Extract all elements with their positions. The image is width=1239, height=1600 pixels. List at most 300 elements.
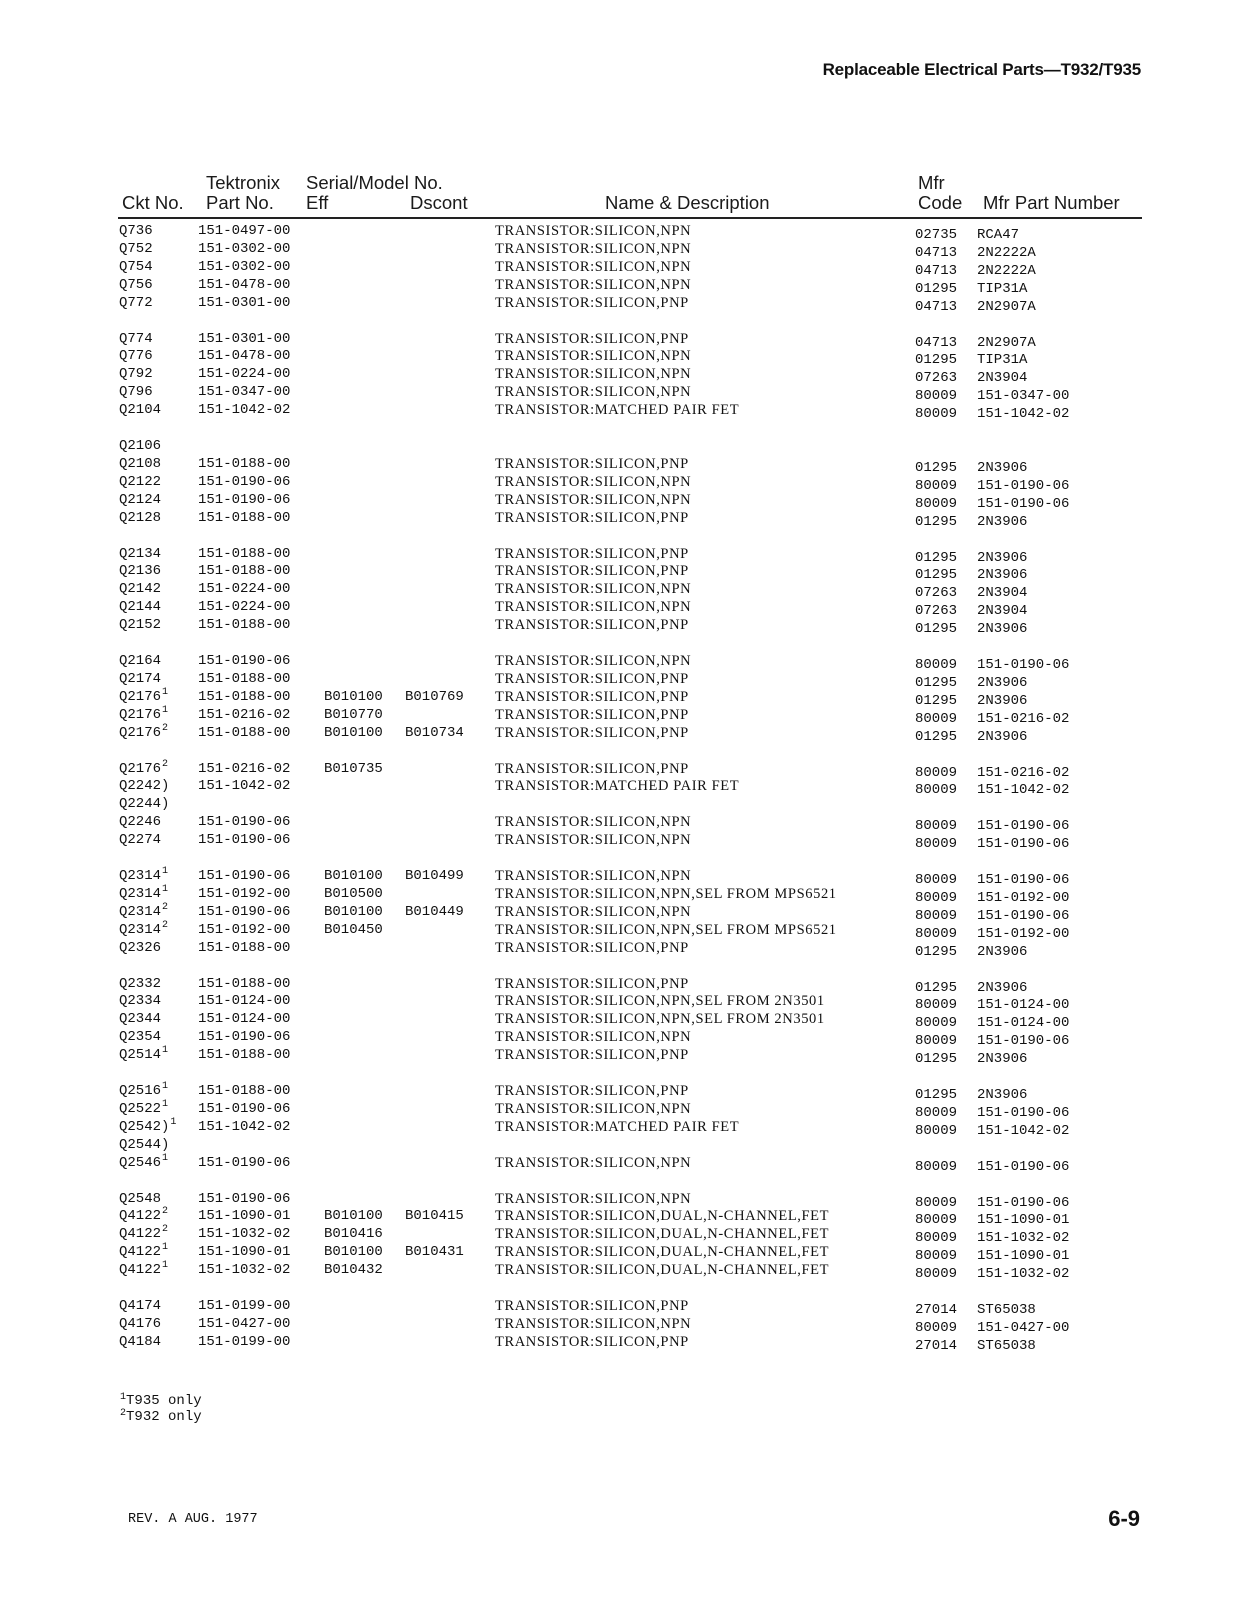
description-cell-text: TRANSISTOR:SILICON,PNP xyxy=(495,688,689,705)
ckt-no-cell-text: Q2124 xyxy=(119,491,162,508)
part-no-cell xyxy=(198,383,290,401)
description-cell xyxy=(495,598,691,616)
footnote-ref: 2 xyxy=(162,919,169,931)
table-row xyxy=(0,222,1239,243)
ckt-no-cell-text: Q2548 xyxy=(119,1190,162,1207)
ckt-no-cell xyxy=(119,1154,168,1172)
mfr-code-cell-text: 80009 xyxy=(915,818,958,835)
part-no-cell-text: 151-0124-00 xyxy=(198,993,291,1010)
part-no-cell-text: 151-0224-00 xyxy=(198,581,291,598)
mfr-code-cell-text: 80009 xyxy=(915,1248,958,1265)
part-no-cell-text: 151-0301-00 xyxy=(198,330,291,347)
description-cell-text: TRANSISTOR:MATCHED PAIR FET xyxy=(495,402,740,419)
description-cell xyxy=(495,1154,691,1172)
description-cell xyxy=(495,1243,829,1261)
mfr-part-number-cell-text: 151-1090-01 xyxy=(977,1212,1070,1229)
mfr-part-number-cell-text: 151-1032-02 xyxy=(977,1230,1070,1247)
mfr-code-cell-text: 01295 xyxy=(915,943,958,960)
mfr-part-number-cell-text: 2N3906 xyxy=(977,692,1028,709)
dscont-cell-text: B010499 xyxy=(405,868,464,884)
part-no-cell-text: 151-1042-02 xyxy=(198,778,291,795)
mfr-part-number-cell xyxy=(977,1158,1069,1176)
header-dscont: Dscont xyxy=(410,192,468,213)
eff-cell-text: B010100 xyxy=(324,868,383,884)
part-no-cell xyxy=(198,688,290,706)
part-no-cell-text: 151-0224-00 xyxy=(198,366,291,383)
ckt-no-cell xyxy=(119,258,153,276)
description-cell xyxy=(495,1118,739,1136)
table-row xyxy=(0,919,1239,942)
description-cell xyxy=(495,580,691,598)
mfr-part-number-cell-text: 151-0192-00 xyxy=(977,889,1070,906)
mfr-part-number-cell-text: 2N3906 xyxy=(977,674,1028,691)
part-no-cell xyxy=(198,365,290,383)
ckt-no-cell xyxy=(119,670,161,688)
description-cell-text: TRANSISTOR:SILICON,PNP xyxy=(495,670,689,687)
mfr-code-cell xyxy=(915,1050,957,1068)
footnote-ref: 1 xyxy=(162,1152,169,1164)
mfr-part-number-cell-text: 151-0190-06 xyxy=(977,872,1070,888)
footnote-text: T932 only xyxy=(126,1409,202,1425)
mfr-code-cell-text: 80009 xyxy=(915,1230,958,1247)
ckt-no-cell-text: Q2176 xyxy=(119,688,162,705)
ckt-no-cell xyxy=(119,1315,161,1333)
mfr-part-number-cell-text: 151-0427-00 xyxy=(977,1319,1070,1336)
table-row xyxy=(0,777,1239,799)
description-cell xyxy=(495,1190,691,1208)
mfr-part-number-cell xyxy=(977,728,1027,746)
mfr-code-cell-text: 01295 xyxy=(915,459,958,476)
part-no-cell-text: 151-0188-00 xyxy=(198,563,291,580)
running-head: Replaceable Electrical Parts—T932/T935 xyxy=(822,60,1141,79)
mfr-part-number-cell-text: 151-1032-02 xyxy=(977,1266,1070,1283)
table-row xyxy=(0,1224,1239,1247)
dscont-cell xyxy=(405,724,464,742)
mfr-part-number-cell-text: 151-0190-06 xyxy=(977,1033,1070,1050)
mfr-part-number-cell-text: 2N2222A xyxy=(977,262,1036,279)
ckt-no-cell xyxy=(119,1046,168,1064)
header-eff: Eff xyxy=(306,192,329,213)
part-no-cell xyxy=(198,724,290,742)
eff-cell-text: B010100 xyxy=(324,688,383,705)
mfr-code-cell-text: 01295 xyxy=(915,728,958,745)
ckt-no-cell-text: Q2344 xyxy=(119,1011,162,1028)
table-row xyxy=(0,365,1239,387)
mfr-part-number-cell-text: 151-1090-01 xyxy=(977,1248,1070,1265)
mfr-part-number-cell xyxy=(977,405,1069,423)
table-row xyxy=(0,1028,1239,1050)
mfr-code-cell xyxy=(915,620,957,638)
description-cell-text: TRANSISTOR:SILICON,NPN xyxy=(495,832,692,849)
part-no-cell xyxy=(198,1297,290,1315)
ckt-no-cell xyxy=(119,473,161,491)
description-cell xyxy=(495,777,739,795)
ckt-no-cell-text: Q2314 xyxy=(119,868,162,884)
part-no-cell-text: 151-0190-06 xyxy=(198,868,291,884)
table-row xyxy=(0,686,1239,709)
ckt-no-cell-text: Q2176 xyxy=(119,724,162,741)
description-cell-text: TRANSISTOR:SILICON,PNP xyxy=(495,455,689,472)
part-no-cell xyxy=(198,222,290,240)
ckt-no-cell-text: Q796 xyxy=(119,384,153,401)
description-cell xyxy=(495,1046,689,1064)
table-row xyxy=(0,616,1239,638)
mfr-part-number-cell-text: ST65038 xyxy=(977,1337,1036,1354)
mfr-part-number-cell-text: 2N3904 xyxy=(977,603,1028,620)
ckt-no-cell xyxy=(119,401,161,419)
description-cell xyxy=(495,670,689,688)
part-no-cell-text: 151-0188-00 xyxy=(198,1047,291,1064)
table-row xyxy=(0,294,1239,315)
ckt-no-cell xyxy=(119,1225,168,1243)
description-cell-text: TRANSISTOR:SILICON,PNP xyxy=(495,706,689,723)
mfr-part-number-cell-text: 151-0216-02 xyxy=(977,710,1070,727)
ckt-no-cell-text: Q736 xyxy=(119,223,153,239)
mfr-code-cell-text: 80009 xyxy=(915,1122,958,1139)
mfr-part-number-cell xyxy=(977,943,1027,961)
ckt-no-cell xyxy=(119,240,153,258)
mfr-code-cell xyxy=(915,1265,957,1283)
ckt-no-cell-text: Q2174 xyxy=(119,670,162,687)
ckt-no-cell-text: Q2514 xyxy=(119,1047,162,1064)
ckt-no-cell xyxy=(119,1207,168,1225)
part-no-cell-text: 151-0190-06 xyxy=(198,814,291,831)
table-row xyxy=(0,1152,1239,1175)
mfr-part-number-cell-text: 2N3906 xyxy=(977,549,1028,566)
part-no-cell-text: 151-0188-00 xyxy=(198,975,291,992)
mfr-code-cell-text: 80009 xyxy=(915,710,958,727)
mfr-part-number-cell-text: 2N2222A xyxy=(977,244,1036,261)
description-cell-text: TRANSISTOR:SILICON,PNP xyxy=(495,617,689,634)
ckt-no-cell-text: Q774 xyxy=(119,330,153,347)
part-no-cell xyxy=(198,240,290,258)
footnote-ref: 1 xyxy=(162,686,169,698)
mfr-part-number-cell xyxy=(977,298,1036,316)
ckt-no-cell xyxy=(119,598,161,616)
ckt-no-cell-text: Q2176 xyxy=(119,706,162,723)
mfr-code-cell-text: 80009 xyxy=(915,1194,958,1211)
header-rule xyxy=(118,217,1142,219)
mfr-part-number-cell-text: ST65038 xyxy=(977,1302,1036,1318)
description-cell-text: TRANSISTOR:SILICON,NPN xyxy=(495,868,692,884)
footnote-ref: 2 xyxy=(162,722,169,734)
description-cell-text: TRANSISTOR:MATCHED PAIR FET xyxy=(495,778,740,795)
mfr-part-number-cell-text: 2N3906 xyxy=(977,943,1028,960)
mfr-part-number-cell-text: 151-0190-06 xyxy=(977,1194,1070,1211)
mfr-part-number-cell-text: 2N3906 xyxy=(977,979,1028,996)
table-row xyxy=(0,383,1239,405)
eff-cell-text: B010100 xyxy=(324,903,383,920)
mfr-code-cell-text: 01295 xyxy=(915,280,958,297)
table-row xyxy=(0,1297,1239,1318)
table-row xyxy=(0,491,1239,512)
description-cell-text: TRANSISTOR:SILICON,NPN xyxy=(495,240,692,257)
part-no-cell-text: 151-0188-00 xyxy=(198,688,291,705)
dscont-cell xyxy=(405,867,464,885)
part-no-cell-text: 151-0192-00 xyxy=(198,921,291,938)
ckt-no-cell-text: Q2314 xyxy=(119,903,162,920)
mfr-part-number-cell-text: 2N2907A xyxy=(977,334,1036,351)
mfr-part-number-cell xyxy=(977,1050,1027,1068)
mfr-part-number-cell-text: 2N3906 xyxy=(977,459,1028,476)
ckt-no-cell xyxy=(119,688,168,706)
part-no-cell xyxy=(198,975,290,993)
description-cell-text: TRANSISTOR:SILICON,NPN,SEL FROM 2N3501 xyxy=(495,993,825,1010)
part-no-cell xyxy=(198,1154,290,1172)
ckt-no-cell xyxy=(119,992,161,1010)
ckt-no-cell-text: Q2128 xyxy=(119,509,162,526)
ckt-no-cell xyxy=(119,652,161,670)
part-no-cell-text: 151-0188-00 xyxy=(198,1083,291,1099)
description-cell xyxy=(495,1028,691,1046)
ckt-no-cell-text: Q2242) xyxy=(119,778,170,795)
mfr-part-number-cell-text: 2N3906 xyxy=(977,1087,1028,1103)
description-cell-text: TRANSISTOR:SILICON,PNP xyxy=(495,294,689,311)
mfr-part-number-cell-text: 151-0190-06 xyxy=(977,477,1070,494)
dscont-cell xyxy=(405,1243,464,1261)
description-cell xyxy=(495,455,689,473)
part-no-cell xyxy=(198,706,290,724)
ckt-no-cell-text: Q2106 xyxy=(119,438,162,454)
eff-cell xyxy=(324,1207,383,1225)
mfr-code-cell-text: 80009 xyxy=(915,889,958,906)
description-cell xyxy=(495,1010,825,1028)
description-cell-text: TRANSISTOR:SILICON,PNP xyxy=(495,1083,689,1099)
table-row xyxy=(0,939,1239,960)
eff-cell-text: B010450 xyxy=(324,921,383,938)
ckt-no-cell xyxy=(119,455,161,473)
eff-cell xyxy=(324,867,383,885)
footnote-ref: 1 xyxy=(162,704,169,716)
ckt-no-cell-text: Q2522 xyxy=(119,1100,162,1117)
ckt-no-cell xyxy=(119,795,169,813)
description-cell-text: TRANSISTOR:SILICON,NPN,SEL FROM MPS6521 xyxy=(495,921,837,938)
part-no-cell-text: 151-0192-00 xyxy=(198,885,291,902)
mfr-code-cell xyxy=(915,728,957,746)
ckt-no-cell-text: Q2334 xyxy=(119,993,162,1010)
description-cell xyxy=(495,330,689,348)
table-row xyxy=(0,901,1239,924)
ckt-no-cell-text: Q2274 xyxy=(119,832,162,849)
description-cell xyxy=(495,365,691,383)
part-no-cell-text: 151-0199-00 xyxy=(198,1298,291,1314)
description-cell xyxy=(495,616,689,634)
footnote-ref: 1 xyxy=(162,1045,169,1057)
eff-cell-text: B010432 xyxy=(324,1262,383,1279)
mfr-part-number-cell-text: RCA47 xyxy=(977,227,1020,243)
mfr-code-cell-text: 80009 xyxy=(915,1104,958,1121)
description-cell xyxy=(495,347,691,365)
dscont-cell-text: B010449 xyxy=(405,903,464,920)
description-cell-text: TRANSISTOR:SILICON,NPN xyxy=(495,581,692,598)
description-cell-text: TRANSISTOR:SILICON,PNP xyxy=(495,760,689,777)
ckt-no-cell-text: Q754 xyxy=(119,258,153,275)
part-no-cell xyxy=(198,813,290,831)
eff-cell xyxy=(324,724,383,742)
eff-cell xyxy=(324,921,383,939)
table-row xyxy=(0,652,1239,673)
part-no-cell-text: 151-0190-06 xyxy=(198,832,291,849)
eff-cell xyxy=(324,760,383,778)
dscont-cell-text: B010415 xyxy=(405,1208,464,1225)
part-no-cell xyxy=(198,1315,290,1333)
description-cell xyxy=(495,831,691,849)
description-cell xyxy=(495,473,691,491)
table-row xyxy=(0,758,1239,781)
part-no-cell-text: 151-0188-00 xyxy=(198,455,291,472)
mfr-code-cell-text: 80009 xyxy=(915,764,958,781)
description-cell-text: TRANSISTOR:SILICON,NPN xyxy=(495,491,692,508)
mfr-part-number-cell-text: 2N3906 xyxy=(977,621,1028,638)
ckt-no-cell xyxy=(119,760,168,778)
mfr-part-number-cell-text: 151-1042-02 xyxy=(977,1122,1070,1139)
mfr-code-cell-text: 80009 xyxy=(915,907,958,924)
table-row xyxy=(0,1098,1239,1121)
description-cell-text: TRANSISTOR:SILICON,NPN xyxy=(495,1315,692,1332)
part-no-cell xyxy=(198,580,290,598)
mfr-code-cell-text: 80009 xyxy=(915,1212,958,1229)
part-no-cell xyxy=(198,616,290,634)
mfr-part-number-cell-text: 151-0190-06 xyxy=(977,657,1070,673)
description-cell-text: TRANSISTOR:SILICON,DUAL,N-CHANNEL,FET xyxy=(495,1226,830,1243)
ckt-no-cell-text: Q4174 xyxy=(119,1298,162,1314)
ckt-no-cell xyxy=(119,276,153,294)
part-no-cell-text: 151-0302-00 xyxy=(198,258,291,275)
part-no-cell xyxy=(198,1082,290,1100)
description-cell xyxy=(495,1261,829,1279)
table-row xyxy=(0,883,1239,906)
ckt-no-cell-text: Q792 xyxy=(119,366,153,383)
part-no-cell xyxy=(198,885,290,903)
part-no-cell xyxy=(198,939,290,957)
description-cell-text: TRANSISTOR:SILICON,NPN xyxy=(495,1100,692,1117)
part-no-cell xyxy=(198,1100,290,1118)
description-cell-text: TRANSISTOR:SILICON,PNP xyxy=(495,939,689,956)
table-row xyxy=(0,992,1239,1014)
part-no-cell xyxy=(198,401,290,419)
footnote-ref: 1 xyxy=(162,883,169,895)
ckt-no-cell xyxy=(119,903,168,921)
mfr-part-number-cell-text: TIP31A xyxy=(977,280,1028,297)
eff-cell xyxy=(324,706,383,724)
description-cell-text: TRANSISTOR:SILICON,NPN xyxy=(495,348,692,365)
mfr-code-cell-text: 01295 xyxy=(915,513,958,530)
ckt-no-cell xyxy=(119,294,153,312)
table-row xyxy=(0,562,1239,584)
mfr-part-number-cell-text: 2N2907A xyxy=(977,298,1036,315)
part-no-cell-text: 151-0190-06 xyxy=(198,491,291,508)
mfr-part-number-cell-text: TIP31A xyxy=(977,352,1028,369)
part-no-cell xyxy=(198,1010,290,1028)
eff-cell-text: B010100 xyxy=(324,724,383,741)
ckt-no-cell-text: Q2314 xyxy=(119,921,162,938)
ckt-no-cell xyxy=(119,222,153,240)
table-row xyxy=(0,1081,1239,1103)
part-no-cell xyxy=(198,1261,290,1279)
description-cell xyxy=(495,1100,691,1118)
description-cell xyxy=(495,276,691,294)
ckt-no-cell xyxy=(119,1243,168,1261)
mfr-part-number-cell-text: 151-1042-02 xyxy=(977,782,1070,799)
ckt-no-cell xyxy=(119,867,168,885)
ckt-no-cell xyxy=(119,1118,176,1136)
description-cell-text: TRANSISTOR:SILICON,PNP xyxy=(495,1047,689,1064)
description-cell-text: TRANSISTOR:SILICON,PNP xyxy=(495,724,689,741)
mfr-part-number-cell-text: 151-0124-00 xyxy=(977,997,1070,1014)
footnote-ref: 1 xyxy=(170,1116,177,1128)
footnote-mark: 1 xyxy=(120,1392,127,1403)
ckt-no-cell xyxy=(119,1136,169,1154)
description-cell xyxy=(495,1315,691,1333)
mfr-code-cell xyxy=(915,943,957,961)
description-cell-text: TRANSISTOR:SILICON,NPN,SEL FROM 2N3501 xyxy=(495,1011,825,1028)
footnote-ref: 2 xyxy=(162,901,169,913)
mfr-code-cell-text: 27014 xyxy=(915,1337,958,1354)
mfr-part-number-cell xyxy=(977,835,1069,853)
table-row xyxy=(0,347,1239,369)
header-code: Code xyxy=(918,192,963,213)
ckt-no-cell xyxy=(119,975,161,993)
ckt-no-cell-text: Q4122 xyxy=(119,1244,162,1261)
part-no-cell-text: 151-0347-00 xyxy=(198,384,291,401)
ckt-no-cell-text: Q4184 xyxy=(119,1333,162,1350)
mfr-code-cell-text: 27014 xyxy=(915,1302,958,1318)
ckt-no-cell xyxy=(119,330,153,348)
ckt-no-cell xyxy=(119,1190,161,1208)
footnote-mark: 2 xyxy=(120,1408,127,1419)
mfr-code-cell-text: 01295 xyxy=(915,979,958,996)
table-row xyxy=(0,509,1239,530)
mfr-code-cell-text: 80009 xyxy=(915,388,958,405)
mfr-code-cell-text: 80009 xyxy=(915,1266,958,1283)
table-row xyxy=(0,1190,1239,1211)
ckt-no-cell-text: Q2122 xyxy=(119,473,162,490)
description-cell-text: TRANSISTOR:SILICON,NPN xyxy=(495,366,692,383)
description-cell xyxy=(495,706,689,724)
ckt-no-cell-text: Q2152 xyxy=(119,617,162,634)
part-no-cell-text: 151-0188-00 xyxy=(198,545,291,562)
ckt-no-cell-text: Q4122 xyxy=(119,1262,162,1279)
description-cell-text: TRANSISTOR:SILICON,PNP xyxy=(495,1298,689,1314)
ckt-no-cell xyxy=(119,1028,161,1046)
footnote-ref: 1 xyxy=(162,1081,169,1092)
header-tektronix: Tektronix xyxy=(206,172,281,193)
table-row xyxy=(0,598,1239,620)
table-row xyxy=(0,1010,1239,1032)
part-no-cell-text: 151-0478-00 xyxy=(198,348,291,365)
mfr-code-cell-text: 04713 xyxy=(915,244,958,261)
ckt-no-cell xyxy=(119,1333,161,1351)
mfr-part-number-cell-text: 151-0190-06 xyxy=(977,836,1070,853)
ckt-no-cell xyxy=(119,1261,168,1279)
header-mfr-part-number: Mfr Part Number xyxy=(983,192,1120,213)
description-cell-text: TRANSISTOR:SILICON,PNP xyxy=(495,330,689,347)
mfr-code-cell-text: 80009 xyxy=(915,495,958,512)
mfr-part-number-cell-text: 151-0124-00 xyxy=(977,1015,1070,1032)
part-no-cell-text: 151-0302-00 xyxy=(198,240,291,257)
part-no-cell-text: 151-0188-00 xyxy=(198,724,291,741)
ckt-no-cell-text: Q2108 xyxy=(119,455,162,472)
description-cell-text: TRANSISTOR:SILICON,PNP xyxy=(495,1333,689,1350)
part-no-cell-text: 151-0190-06 xyxy=(198,1154,291,1171)
table-row xyxy=(0,1116,1239,1139)
table-row xyxy=(0,580,1239,602)
ckt-no-cell-text: Q2516 xyxy=(119,1083,162,1099)
ckt-no-cell xyxy=(119,437,161,455)
description-cell xyxy=(495,401,739,419)
part-no-cell xyxy=(198,347,290,365)
part-no-cell-text: 151-0188-00 xyxy=(198,670,291,687)
